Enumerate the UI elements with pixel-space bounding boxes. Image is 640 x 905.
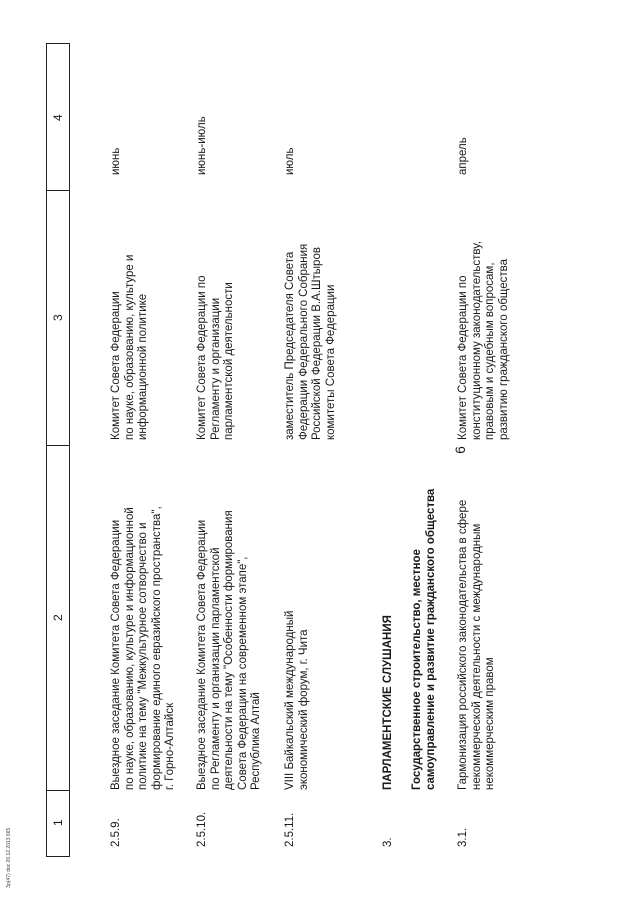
column-divider [47,790,69,791]
row-date: июнь-июль [196,116,208,175]
row-event: Выездное заседание Комитета Совета Федерации по Регламенту и организации парламентской деятельности на тему "Особенности формирования Совета Федерации на современном этапе", Республика Алтай [196,510,262,790]
row-date: июль [284,147,296,175]
row-number: 2.5.11. [284,812,296,847]
section-number: 3. [382,837,394,847]
footer-stamp: Зр(47) doc 26.12.2013 665 [6,827,12,888]
row-number: 3.1. [457,827,469,847]
row-date: июнь [110,147,122,175]
row-number: 2.5.10. [196,811,208,847]
column-header-table [46,43,70,857]
row-responsible: Комитет Совета Федерации по науке, образованию, культуре и информационной политике [110,254,149,440]
column-header-1: 1 [51,819,65,826]
section-title: ПАРЛАМЕНТСКИЕ СЛУШАНИЯ [382,615,394,790]
page-number: 6 [452,446,468,454]
row-event: VIII Байкальский международный экономический форум, г. Чита [284,610,310,790]
row-event: Гармонизация российского законодательства в сфере некоммерческой деятельности с международным некоммерческим правом [457,499,496,790]
column-header-2: 2 [51,614,65,621]
row-date: апрель [457,137,469,175]
row-responsible: заместитель Председателя Совета Федерации Федерального Собрания Российской Федерации В.А.Штыров комитеты Совета Федерации [284,243,337,440]
row-number: 2.5.9. [110,818,122,847]
row-event: Выездное заседание Комитета Совета Федерации по науке, образованию, культуре и информационной политике на тему "Межкультурное сотворчество и формирование единого евразийского пространства", г. Горно-Алтайск [110,506,176,790]
column-divider [47,445,69,446]
row-responsible: Комитет Совета Федерации по Регламенту и организации парламентской деятельности [196,275,235,440]
column-divider [47,190,69,191]
column-header-4: 4 [51,114,65,121]
row-responsible: Комитет Совета Федерации по конституционному законодательству, правовым и судебным вопросам, развитию гражданского общества [457,240,510,440]
column-header-3: 3 [51,314,65,321]
section-subtitle: Государственное строительство, местное самоуправление и развитие гражданского общества [411,488,437,790]
